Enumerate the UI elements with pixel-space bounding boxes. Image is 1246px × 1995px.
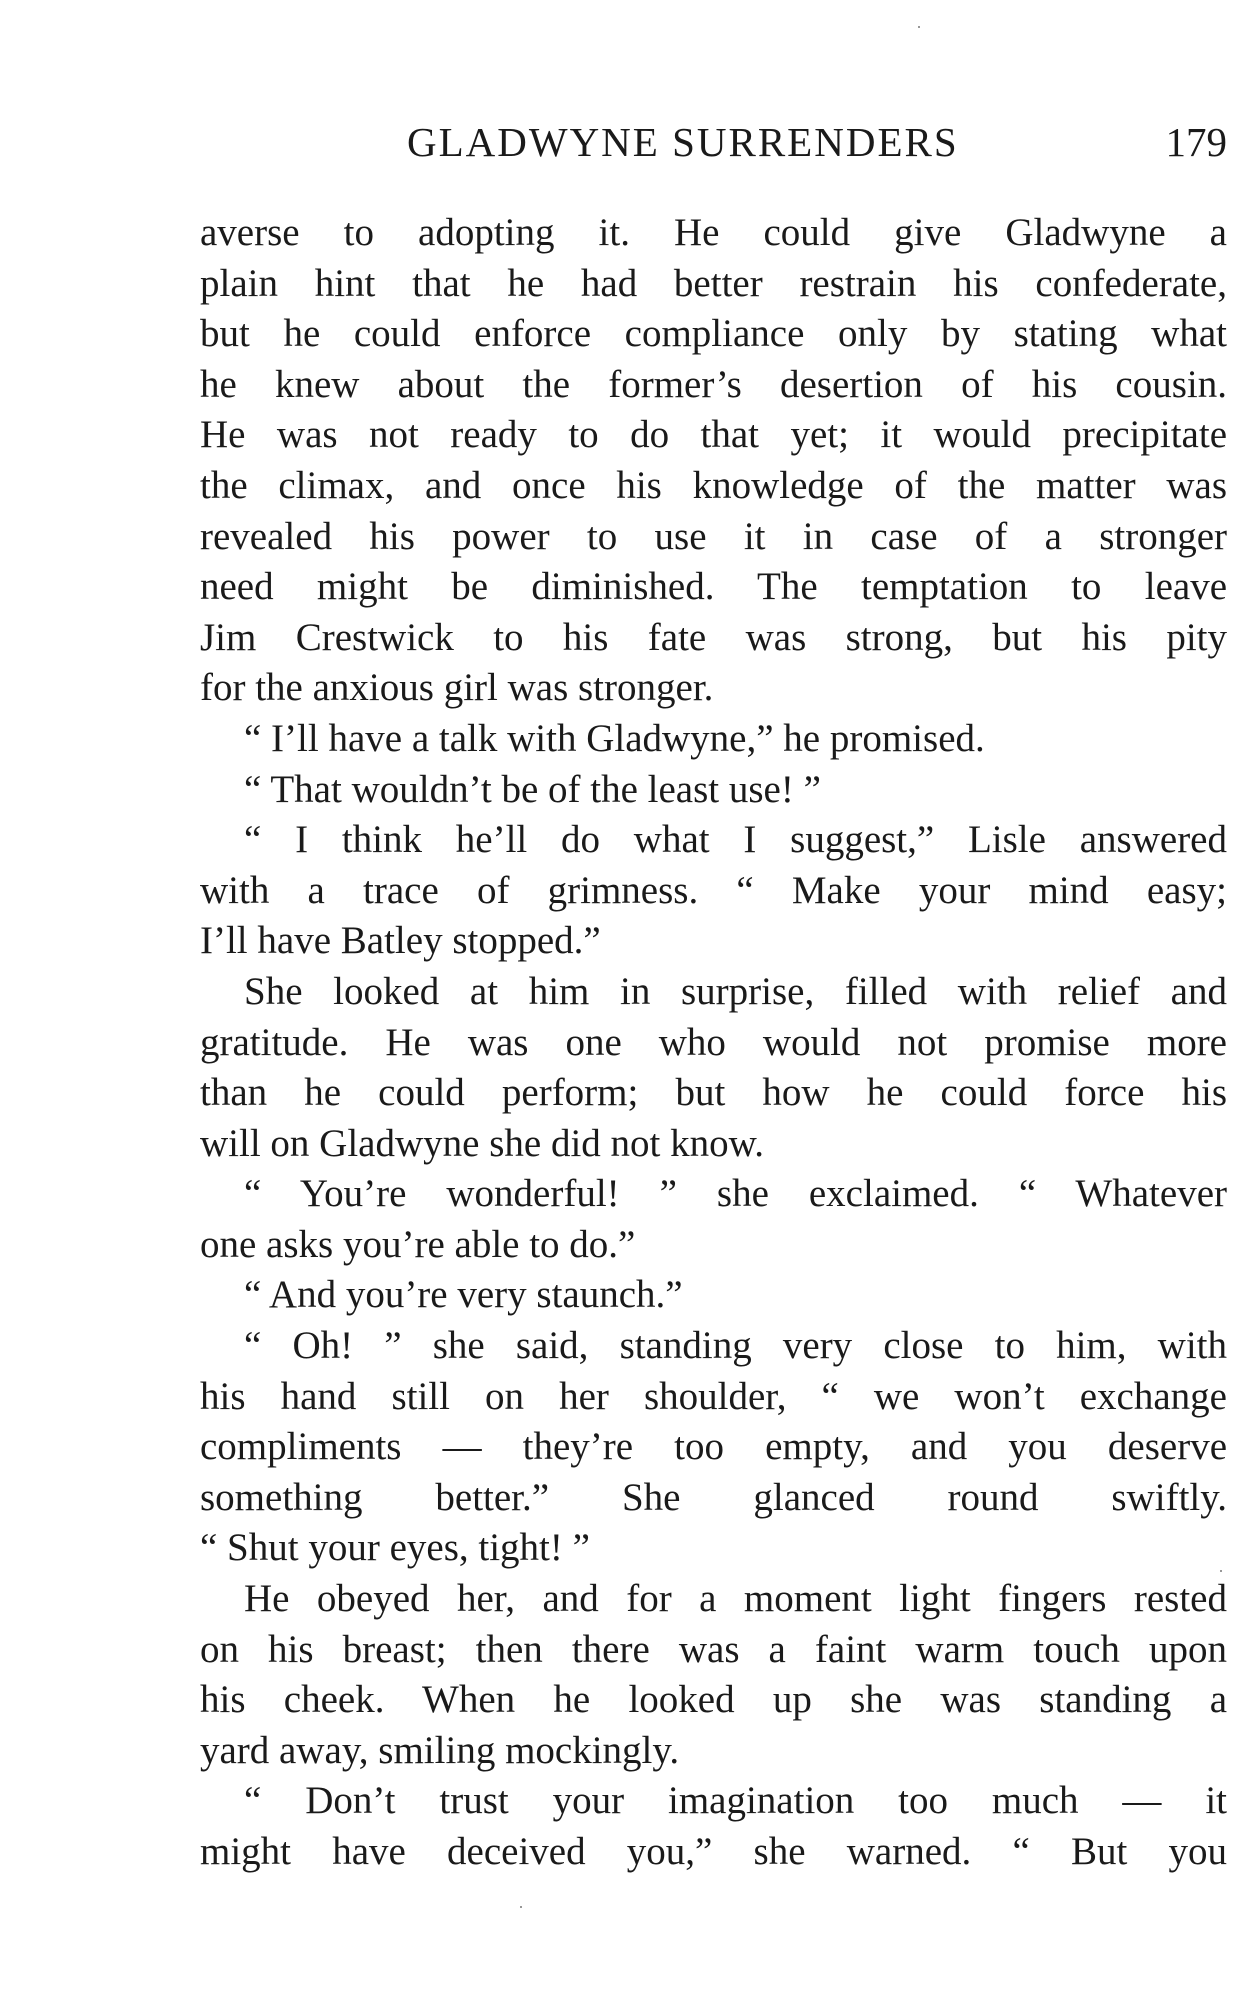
text-line: the climax, and once his knowledge of the matter was: [200, 463, 1227, 507]
body-text: [200, 208, 1227, 1878]
text-line: “ Oh! ” she said, standing very close to him, with: [244, 1324, 1227, 1368]
text-line: “ I’ll have a talk with Gladwyne,” he promised.: [244, 716, 985, 760]
text-line: will on Gladwyne she did not know.: [200, 1121, 764, 1165]
text-line: “ And you’re very staunch.”: [244, 1273, 683, 1317]
text-line: “ That wouldn’t be of the least use! ”: [244, 767, 821, 811]
text-line: his hand still on her shoulder, “ we won’t exchange: [200, 1374, 1227, 1418]
text-line: gratitude. He was one who would not promise more: [200, 1020, 1227, 1064]
text-line: yard away, smiling mockingly.: [200, 1728, 680, 1772]
text-line: than he could perform; but how he could force his: [200, 1071, 1227, 1115]
page-number: 179: [1165, 119, 1227, 165]
paper-speck: [1220, 1570, 1222, 1572]
paper-speck: [918, 26, 920, 28]
text-line: “ Shut your eyes, tight! ”: [200, 1526, 590, 1570]
running-title: GLADWYNE SURRENDERS: [407, 119, 959, 165]
text-line: something better.” She glanced round swiftly.: [200, 1475, 1227, 1519]
text-line: his cheek. When he looked up she was standing a: [200, 1678, 1227, 1722]
running-head: [200, 118, 1227, 178]
text-line: He was not ready to do that yet; it would precipitate: [200, 413, 1227, 457]
text-line: Jim Crestwick to his fate was strong, but his pity: [200, 615, 1227, 659]
text-line: “ Don’t trust your imagination too much — it: [244, 1779, 1227, 1823]
text-line: with a trace of grimness. “ Make your mind easy;: [200, 868, 1227, 912]
text-line: one asks you’re able to do.”: [200, 1222, 636, 1266]
text-line: She looked at him in surprise, filled with relief and: [244, 969, 1227, 1013]
text-line: on his breast; then there was a faint warm touch upon: [200, 1627, 1227, 1671]
text-line: but he could enforce compliance only by stating what: [200, 312, 1227, 356]
paper-speck: [520, 1906, 522, 1908]
text-line: need might be diminished. The temptation to leave: [200, 565, 1227, 609]
text-line: averse to adopting it. He could give Gladwyne a: [200, 211, 1227, 254]
text-line: “ I think he’ll do what I suggest,” Lisle answered: [244, 818, 1227, 862]
text-line: revealed his power to use it in case of a stronger: [200, 514, 1227, 558]
text-line: he knew about the former’s desertion of his cousin.: [200, 362, 1227, 406]
text-line: might have deceived you,” she warned. “ But you: [200, 1830, 1227, 1873]
text-line: I’ll have Batley stopped.”: [200, 919, 601, 963]
text-line: for the anxious girl was stronger.: [200, 666, 714, 710]
text-line: “ You’re wonderful! ” she exclaimed. “ Whatever: [244, 1172, 1227, 1216]
text-line: plain hint that he had better restrain his confederate,: [200, 261, 1227, 305]
text-line: compliments — they’re too empty, and you deserve: [200, 1425, 1227, 1469]
text-line: He obeyed her, and for a moment light fingers rested: [244, 1577, 1227, 1621]
